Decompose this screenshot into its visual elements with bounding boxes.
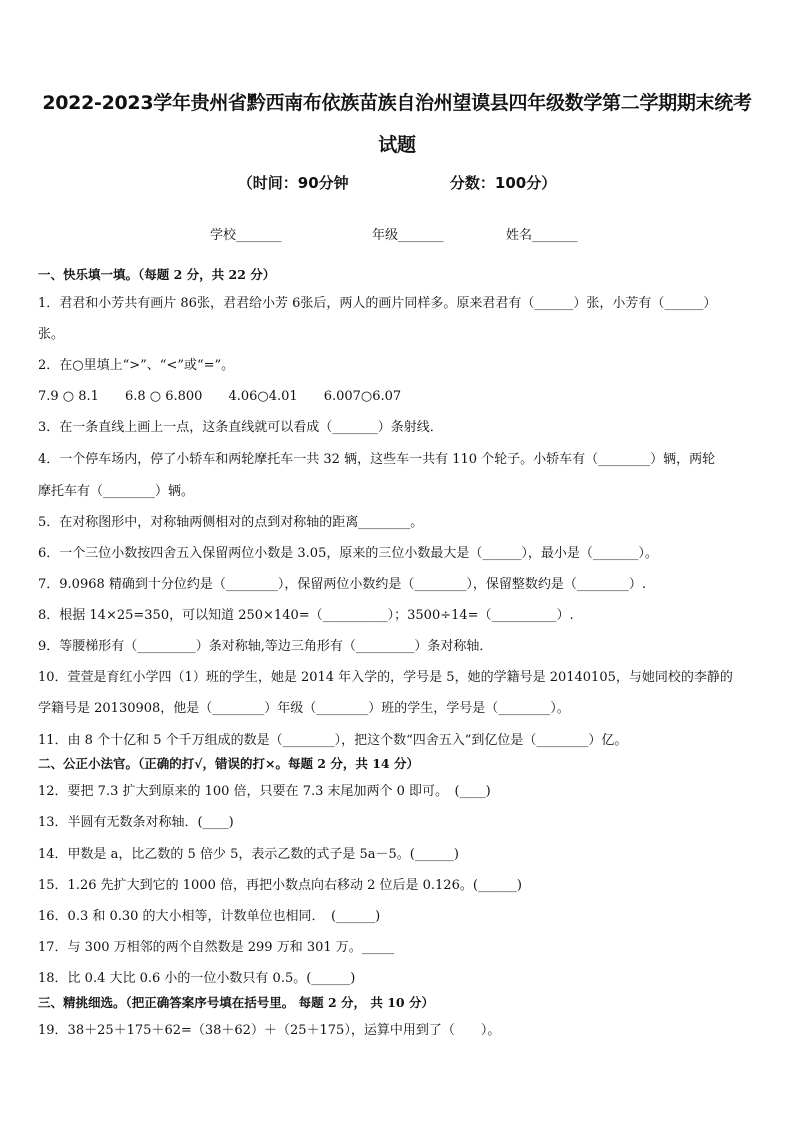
question-3: 3．在一条直线上画上一点，这条直线就可以看成（_______）条射线． bbox=[38, 420, 443, 435]
question-10-cont: 学籍号是 20130908，他是（________）年级（________）班的学生，学号是（________）。 bbox=[38, 701, 570, 716]
exam-meta bbox=[0, 172, 794, 193]
total-score: 分数：100分） bbox=[449, 174, 557, 192]
section-heading-1: 一、快乐填一填。（每题 2 分，共 22 分） bbox=[38, 267, 276, 282]
question-13: 13．半圆有无数条对称轴．(____) bbox=[38, 815, 234, 830]
question-4-cont: 摩托车有（________）辆。 bbox=[38, 484, 195, 499]
question-7: 7．9.0968 精确到十分位约是（________），保留两位小数约是（________），保留整数约是（________）. bbox=[38, 577, 647, 592]
question-2: 2．在○里填上“>”、“<”或“=”。 bbox=[38, 358, 235, 373]
question-5: 5．在对称图形中，对称轴两侧相对的点到对称轴的距离________。 bbox=[38, 515, 424, 530]
question-16: 16．0.3 和 0.30 的大小相等，计数单位也相同． (______) bbox=[38, 909, 381, 924]
question-12: 12．要把 7.3 扩大到原来的 100 倍，只要在 7.3 末尾加两个 0 即可。 (____) bbox=[38, 784, 491, 799]
time-limit: （时间：90分钟 bbox=[237, 174, 349, 192]
question-2-items: 7.9 ○ 8.1 6.8 ○ 6.800 4.06○4.01 6.007○6.07 bbox=[38, 389, 402, 404]
question-9: 9．等腰梯形有（_________）条对称轴,等边三角形有（_________）条对称轴． bbox=[38, 639, 493, 654]
question-14: 14．甲数是 a，比乙数的 5 倍少 5，表示乙数的式子是 5a－5。(______) bbox=[38, 847, 459, 862]
question-11: 11．由 8 个十亿和 5 个千万组成的数是（________），把这个数“四舍五入”到亿位是（________）亿。 bbox=[38, 733, 628, 748]
grade-field: 年级_______ bbox=[372, 228, 444, 243]
school-field: 学校_______ bbox=[210, 228, 282, 243]
exam-title-continued: 试题 bbox=[378, 134, 416, 156]
question-18: 18．比 0.4 大比 0.6 小的一位小数只有 0.5。(______) bbox=[38, 971, 356, 986]
name-field: 姓名_______ bbox=[506, 228, 578, 243]
question-8: 8．根据 14×25=350，可以知道 250×140=（__________）；3500÷14=（__________）. bbox=[38, 608, 574, 623]
question-10: 10．萱萱是育红小学四（1）班的学生，她是 2014 年入学的，学号是 5，她的学籍号是 20140105，与她同校的李静的 bbox=[38, 670, 733, 685]
question-15: 15．1.26 先扩大到它的 1000 倍，再把小数点向右移动 2 位后是 0.126。(______) bbox=[38, 878, 522, 893]
question-1: 1．君君和小芳共有画片 86张，君君给小芳 6张后，两人的画片同样多。原来君君有（______）张，小芳有（______） bbox=[38, 296, 717, 311]
section-heading-2: 二、公正小法官。（正确的打√，错误的打×。每题 2 分，共 14 分） bbox=[38, 756, 419, 771]
question-19: 19．38＋25＋175＋62=（38＋62）＋（25＋175），运算中用到了（ ）。 bbox=[38, 1023, 501, 1038]
exam-title: 2022-2023学年贵州省黔西南布依族苗族自治州望谟县四年级数学第二学期期末统考 bbox=[42, 92, 752, 114]
question-6: 6．一个三位小数按四舍五入保留两位小数是 3.05，原来的三位小数最大是（______），最小是（_______）。 bbox=[38, 546, 658, 561]
section-heading-3: 三、精挑细选。（把正确答案序号填在括号里。 每题 2 分， 共 10 分） bbox=[38, 995, 434, 1010]
question-4: 4．一个停车场内，停了小轿车和两轮摩托车一共 32 辆，这些车一共有 110 个轮子。小轿车有（________）辆，两轮 bbox=[38, 452, 716, 467]
question-1-cont: 张。 bbox=[38, 327, 65, 342]
question-17: 17．与 300 万相邻的两个自然数是 299 万和 301 万。_____ bbox=[38, 940, 395, 955]
